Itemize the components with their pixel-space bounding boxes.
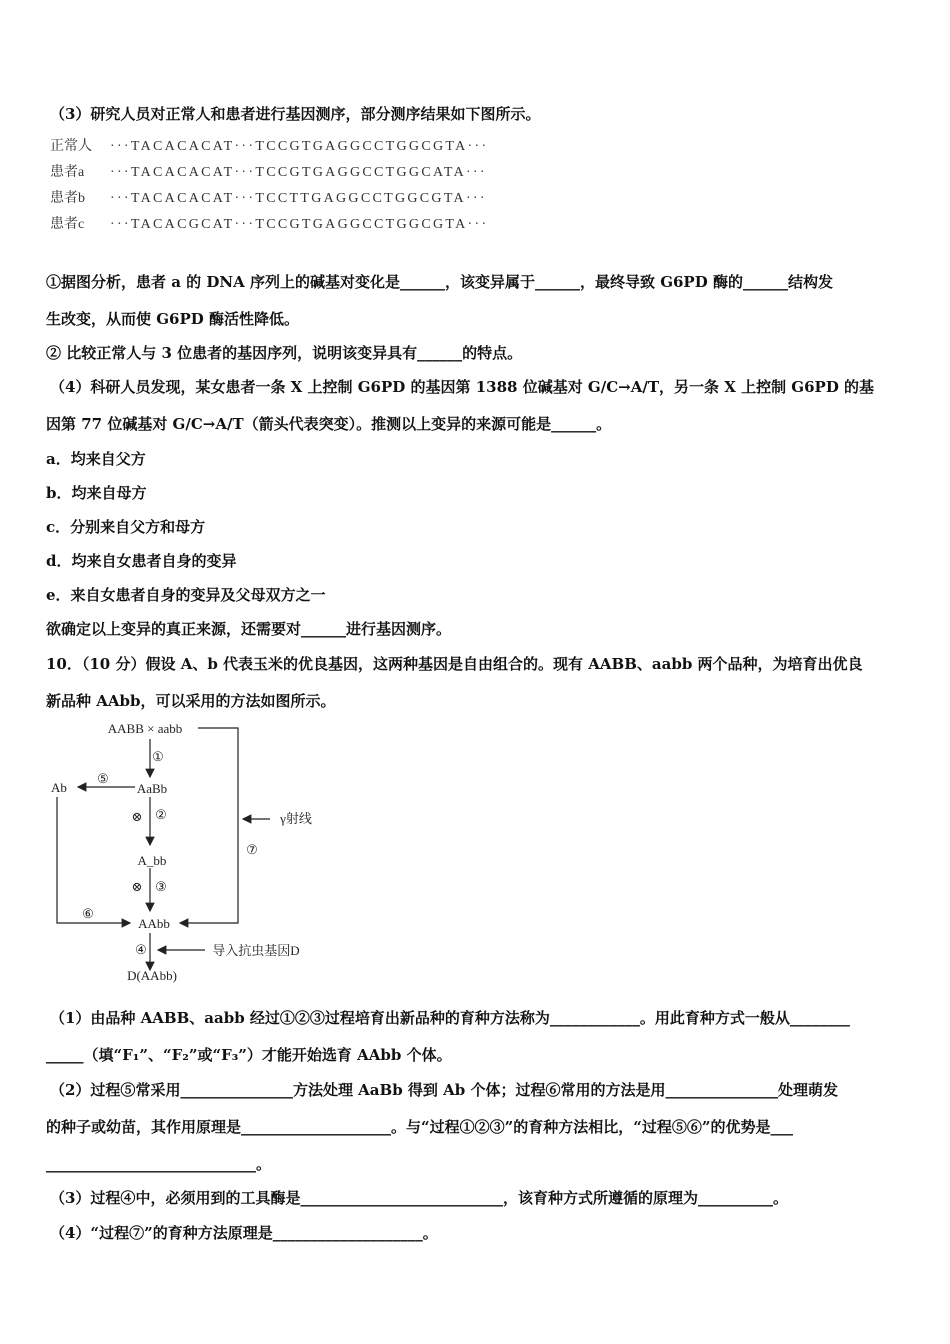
step-5-label: ⑤ bbox=[97, 771, 109, 786]
q10-line2: 新品种 AAbb，可以采用的方法如图所示。 bbox=[46, 692, 336, 710]
cross-label: AABB × aabb bbox=[107, 721, 183, 736]
sequence-row-patient-a: 患者a ···TACACACAT···TCCGTGAGGCCTGGCATA··· bbox=[50, 165, 487, 180]
sequence-row-normal: 正常人 ···TACACACAT···TCCGTGAGGCCTGGCGTA··· bbox=[50, 139, 489, 154]
step-7-label: ⑦ bbox=[246, 842, 258, 857]
d-aabb-label: D(AAbb) bbox=[127, 968, 177, 983]
q4-line2: 因第 77 位碱基对 G/C→A/T（箭头代表突变）。推测以上变异的来源可能是______。 bbox=[46, 415, 612, 433]
import-gene-label: 导入抗虫基因D bbox=[212, 943, 300, 958]
a-bb-label: A_bb bbox=[137, 853, 167, 868]
q10-line1: 10．（10 分）假设 A、b 代表玉米的优良基因，这两种基因是自由组合的。现有 AABB、aabb 两个品种，为培育出优良 bbox=[46, 655, 863, 673]
p2-line1: （2）过程⑤常采用_______________方法处理 AaBb 得到 Ab 个体；过程⑥常用的方法是用_______________处理萌发 bbox=[50, 1081, 838, 1099]
option-d: d．均来自女患者自身的变异 bbox=[46, 552, 237, 570]
breeding-diagram bbox=[40, 715, 340, 987]
ab-label: Ab bbox=[51, 780, 67, 795]
option-e: e．来自女患者自身的变异及父母双方之一 bbox=[46, 586, 326, 604]
step-6-label: ⑥ bbox=[82, 906, 94, 921]
p1-line1: （1）由品种 AABB、aabb 经过①②③过程培育出新品种的育种方法称为____________。用此育种方式一般从________ bbox=[50, 1009, 850, 1027]
step-4-label: ④ bbox=[135, 942, 147, 957]
step-1-label: ① bbox=[152, 749, 164, 764]
q3-part1-line1: ①据图分析，患者 a 的 DNA 序列上的碱基对变化是______，该变异属于______，最终导致 G6PD 酶的______结构发 bbox=[46, 273, 833, 291]
step-2-label: ② bbox=[155, 807, 167, 822]
p3-line: （3）过程④中，必须用到的工具酶是___________________________，该育种方式所遵循的原理为__________。 bbox=[50, 1189, 788, 1207]
q3-part2: ② 比较正常人与 3 位患者的基因序列，说明该变异具有______的特点。 bbox=[46, 344, 523, 362]
q3-part1-line2: 生改变，从而使 G6PD 酶活性降低。 bbox=[46, 310, 299, 328]
aabb-target-label: AAbb bbox=[138, 916, 170, 931]
sequence-row-patient-b: 患者b ···TACACACAT···TCCTTGAGGCCTGGCGTA··· bbox=[50, 191, 487, 206]
q3-title: （3）研究人员对正常人和患者进行基因测序，部分测序结果如下图所示。 bbox=[50, 105, 541, 123]
p2-line3: ____________________________。 bbox=[46, 1155, 272, 1173]
p2-line2: 的种子或幼苗，其作用原理是____________________。与“过程①②③”的育种方法相比，“过程⑤⑥”的优势是___ bbox=[46, 1118, 794, 1136]
selfing-icon-2: ⊗ bbox=[131, 879, 143, 894]
option-a: a．均来自父方 bbox=[46, 450, 146, 468]
sequence-row-patient-c: 患者c ···TACACGCAT···TCCGTGAGGCCTGGCGTA··· bbox=[50, 217, 489, 232]
aabb-f1-label: AaBb bbox=[136, 781, 168, 796]
q4-line1: （4）科研人员发现，某女患者一条 X 上控制 G6PD 的基因第 1388 位碱基对 G/C→A/T，另一条 X 上控制 G6PD 的基 bbox=[50, 378, 875, 396]
option-b: b．均来自母方 bbox=[46, 484, 147, 502]
step-3-label: ③ bbox=[155, 879, 167, 894]
option-c: c．分别来自父方和母方 bbox=[46, 518, 206, 536]
p4-line: （4）“过程⑦”的育种方法原理是____________________。 bbox=[50, 1224, 438, 1242]
gamma-ray-label: γ射线 bbox=[280, 811, 312, 826]
p1-line2: _____（填“F₁”、“F₂”或“F₃”）才能开始选育 AAbb 个体。 bbox=[46, 1046, 452, 1064]
selfing-icon-1: ⊗ bbox=[131, 809, 143, 824]
q4-end: 欲确定以上变异的真正来源，还需要对______进行基因测序。 bbox=[46, 620, 452, 638]
